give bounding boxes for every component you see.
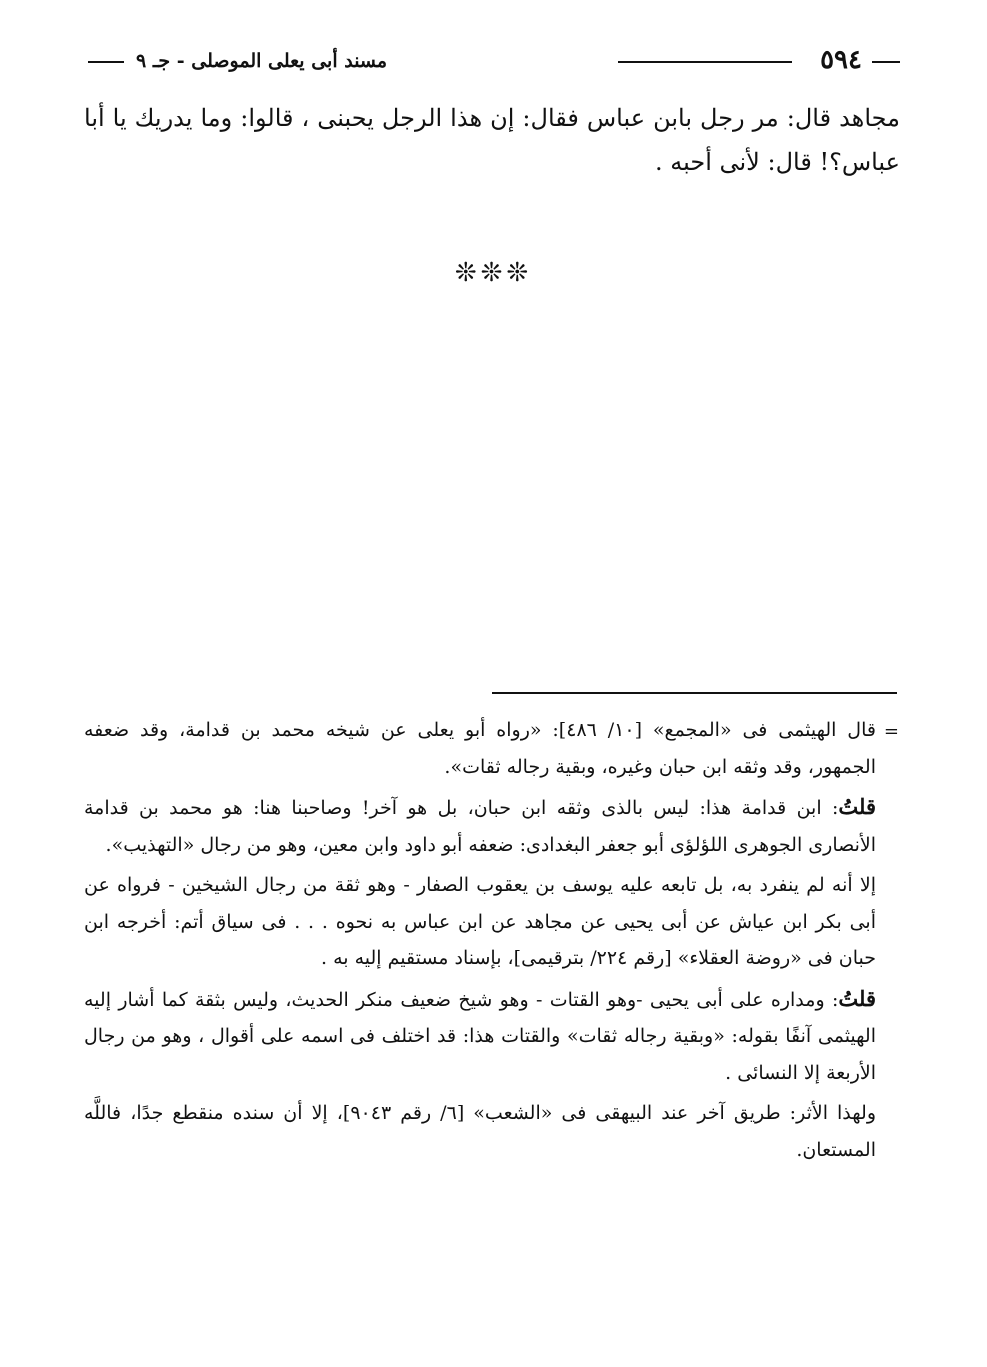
footnote-paragraph-4: [84, 981, 876, 1092]
header-rule-left: [88, 61, 124, 63]
section-separator: ❊❊❊: [454, 258, 533, 288]
footnote-text: قال الهيثمى فى «المجمع» [١٠/ ٤٨٦]: «رواه أبو يعلى عن شيخه محمد بن قدامة، وقد ضعفه الجمهور، وقد وثقه ابن حبان وغيره، وبقية رجاله ثقات».: [84, 719, 876, 778]
footnote-rule: [492, 692, 897, 694]
footnote-paragraph-3: [84, 867, 876, 977]
main-text: مجاهد قال: مر رجل بابن عباس فقال: إن هذا الرجل يحبنى ، قالوا: وما يدريك يا أبا عباس؟! قال: لأنى أحبه .: [84, 104, 900, 176]
footnote-paragraph-1: [84, 712, 876, 785]
page-header: [88, 40, 900, 84]
footnote-lead-word: قلتُ: [838, 794, 876, 819]
footnote-paragraph-2: [84, 789, 876, 863]
header-rule-right: [872, 61, 900, 63]
footnote-continuation-marker: =: [883, 721, 899, 742]
running-title: مسند أبى يعلى الموصلى - جـ ٩: [136, 50, 388, 72]
footnote-text: : ابن قدامة هذا: ليس بالذى وثقه ابن حبان، بل هو آخر! وصاحبنا هنا: هو محمد بن قدامة الأنصارى الجوهرى اللؤلؤى أبو جعفر البغدادى: ضعفه أبو داود وابن معين، وهو من رجال «التهذيب».: [84, 797, 876, 856]
footnotes: [84, 712, 876, 1172]
page-number: ٥٩٤: [820, 45, 862, 75]
footnote-text: : ومداره على أبى يحيى -وهو القتات - وهو شيخ ضعيف منكر الحديث، وليس بثقة كما أشار إليه الهيثمى آنفًا بقوله: «وبقية رجاله ثقات» والقتات هذا: قد اختلف فى اسمه على أقوال ، وهو من رجال الأربعة إلا النسائى .: [84, 988, 876, 1084]
footnote-lead-word: قلتُ: [838, 985, 876, 1011]
footnote-paragraph-5: [84, 1095, 876, 1168]
footnote-text: ولهذا الأثر: طريق آخر عند البيهقى فى «الشعب» [٦/ رقم ٩٠٤٣]، إلا أن سنده منقطع جدًا، فاللَّه المستعان.: [84, 1102, 877, 1161]
footnote-text: إلا أنه لم ينفرد به، بل تابعه عليه يوسف بن يعقوب الصفار - وهو ثقة من رجال الشيخين - فرواه عن أبى بكر ابن عياش عن أبى يحيى عن مجاهد عن ابن عباس به نحوه . . . فى سياق أتم: أخرجه ابن حبان فى «روضة العقلاء» [رقم ٢٢٤/ بترقيمى]، بإسناد مستقيم إليه به .: [84, 874, 876, 969]
header-rule-middle: [618, 61, 792, 63]
